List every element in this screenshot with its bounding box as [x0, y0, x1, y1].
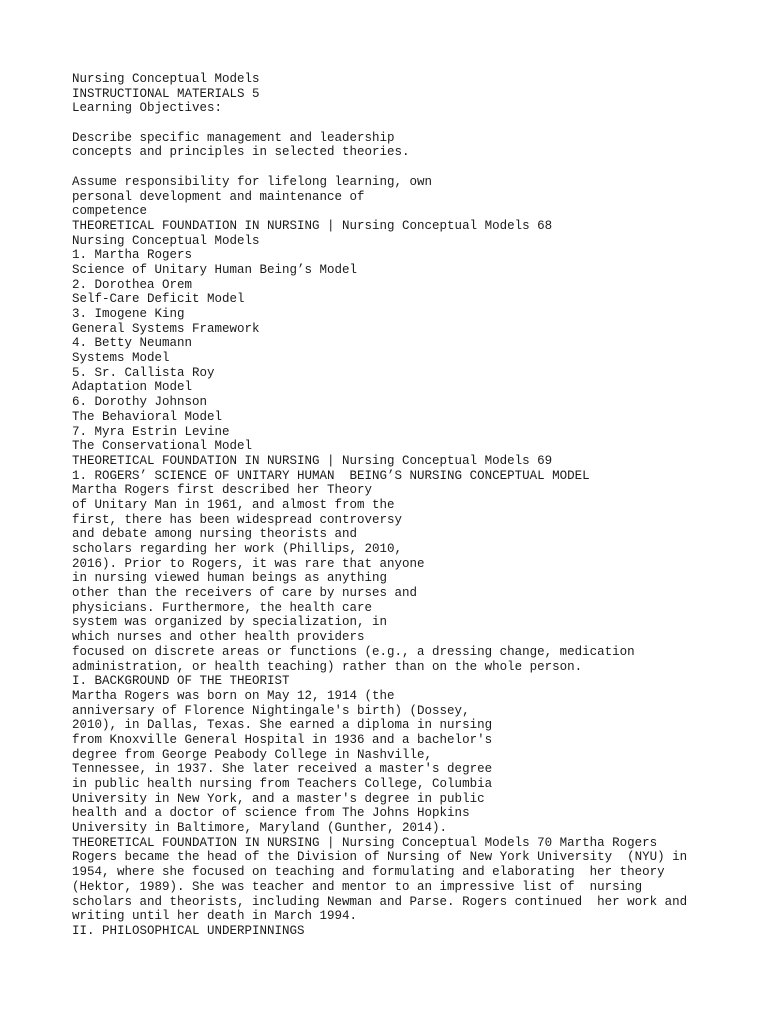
text-line: INSTRUCTIONAL MATERIALS 5 — [72, 86, 260, 101]
text-line: Learning Objectives: — [72, 101, 223, 116]
text-line: 5. Sr. Callista Roy — [72, 365, 215, 380]
text-line: administration, or health teaching) rather than on the whole person. — [72, 659, 583, 674]
text-line: scholars regarding her work (Phillips, 2010, — [72, 542, 403, 556]
text-line: Self-Care Deficit Model — [72, 292, 245, 307]
text-line: THEORETICAL FOUNDATION IN NURSING | Nursing Conceptual Models 68 — [72, 218, 553, 233]
text-line: THEORETICAL FOUNDATION IN NURSING | Nursing Conceptual Models 69 — [72, 453, 553, 468]
text-line: concepts and principles in selected theories. — [72, 145, 410, 160]
text-line: which nurses and other health providers — [72, 630, 365, 645]
text-line: Tennessee, in 1937. She later received a master's degree — [72, 762, 493, 777]
text-line: system was organized by specialization, in — [72, 615, 388, 630]
text-line: 2010), in Dallas, Texas. She earned a diploma in nursing — [72, 718, 493, 733]
text-line: (Hektor, 1989). She was teacher and mentor to an impressive list of nursing — [72, 879, 643, 894]
text-line: anniversary of Florence Nightingale's birth) (Dossey, — [72, 703, 470, 718]
text-line: from Knoxville General Hospital in 1936 and a bachelor's — [72, 732, 493, 747]
text-line: other than the receivers of care by nurses and — [72, 586, 418, 601]
text-line: and debate among nursing theorists and — [72, 527, 358, 542]
text-line: University in New York, and a master's degree in public — [72, 791, 485, 806]
text-line: Science of Unitary Human Being’s Model — [72, 262, 358, 277]
text-line: 3. Imogene King — [72, 307, 185, 321]
text-line: writing until her death in March 1994. — [72, 909, 358, 924]
text-line: in nursing viewed human beings as anything — [72, 571, 388, 586]
text-line: Nursing Conceptual Models — [72, 72, 260, 86]
blank-line — [72, 160, 752, 175]
text-line: physicians. Furthermore, the health care — [72, 600, 373, 615]
text-line: The Conservational Model — [72, 439, 253, 454]
text-line: Adaptation Model — [72, 380, 193, 395]
text-line: 1. ROGERS’ SCIENCE OF UNITARY HUMAN BEING’S NURSING CONCEPTUAL MODEL — [72, 468, 590, 483]
text-line: Assume responsibility for lifelong learning, own — [72, 174, 433, 189]
text-line: 1. Martha Rogers — [72, 248, 193, 263]
text-line: I. BACKGROUND OF THE THEORIST — [72, 674, 290, 689]
text-line: in public health nursing from Teachers College, Columbia — [72, 777, 493, 791]
text-line: health and a doctor of science from The Johns Hopkins — [72, 806, 470, 821]
text-line: 1954, where she focused on teaching and formulating and elaborating her theory — [72, 865, 665, 880]
text-line: 7. Myra Estrin Levine — [72, 424, 230, 439]
text-line: Martha Rogers first described her Theory — [72, 483, 373, 498]
text-line: Describe specific management and leadership — [72, 130, 395, 145]
text-line: 6. Dorothy Johnson — [72, 395, 208, 410]
document-page — [72, 72, 752, 939]
text-line: Martha Rogers was born on May 12, 1914 (the — [72, 688, 395, 703]
text-line: scholars and theorists, including Newman and Parse. Rogers continued her work and — [72, 894, 688, 909]
text-line: Rogers became the head of the Division of Nursing of New York University (NYU) in — [72, 850, 688, 865]
text-line: The Behavioral Model — [72, 409, 223, 424]
text-line: of Unitary Man in 1961, and almost from the — [72, 497, 395, 512]
text-line: degree from George Peabody College in Nashville, — [72, 747, 433, 762]
text-line: 2. Dorothea Orem — [72, 277, 193, 292]
text-line: General Systems Framework — [72, 321, 260, 336]
text-line: 2016). Prior to Rogers, it was rare that anyone — [72, 556, 425, 571]
text-line: first, there has been widespread controversy — [72, 512, 403, 527]
blank-line — [72, 116, 752, 131]
text-line: competence — [72, 204, 148, 219]
text-line: University in Baltimore, Maryland (Gunther, 2014). — [72, 821, 448, 836]
text-line: focused on discrete areas or functions (e.g., a dressing change, medication — [72, 644, 635, 659]
text-line: personal development and maintenance of — [72, 189, 365, 204]
text-line: Nursing Conceptual Models — [72, 233, 260, 248]
text-line: II. PHILOSOPHICAL UNDERPINNINGS — [72, 923, 305, 938]
text-line: THEORETICAL FOUNDATION IN NURSING | Nursing Conceptual Models 70 Martha Rogers — [72, 835, 658, 850]
text-line: 4. Betty Neumann — [72, 336, 193, 351]
document-text-body — [72, 72, 752, 939]
text-line: Systems Model — [72, 351, 170, 366]
